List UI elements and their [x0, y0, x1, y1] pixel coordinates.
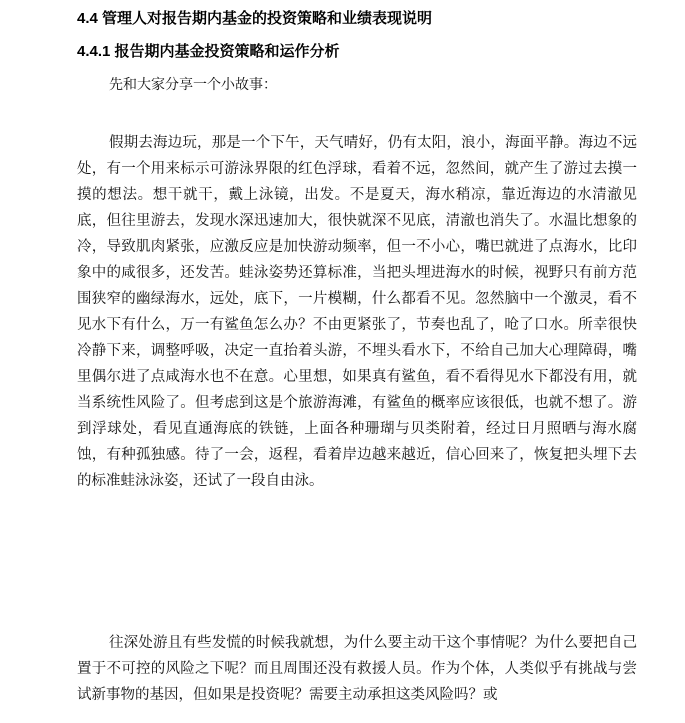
- section-heading-4-4: 4.4 管理人对报告期内基金的投资策略和业绩表现说明: [77, 10, 433, 27]
- reflection-paragraph: 往深处游且有些发慌的时候我就想，为什么要主动干这个事情呢？为什么要把自己置于不可控的风险之下呢？而且周围还没有救援人员。作为个体，人类似乎有挑战与尝试新事物的基因，但如果是投资呢？需要主动承担这类风险吗？或: [77, 635, 637, 703]
- intro-line: 先和大家分享一个小故事：: [109, 77, 277, 93]
- subsection-heading-4-4-1: 4.4.1 报告期内基金投资策略和运作分析: [77, 43, 340, 60]
- story-paragraph: 假期去海边玩，那是一个下午，天气晴好，仍有太阳，浪小，海面平静。海边不远处，有一个用来标示可游泳界限的红色浮球，看着不远，忽然间，就产生了游过去摸一摸的想法。想干就干，戴上泳镜，出发。不是夏天，海水稍凉，靠近海边的水清澈见底，但往里游去，发现水深迅速加大，很快就深不见底，清澈也消失了。水温比想象的冷，导致肌肉紧张，应激反应是加快游动频率，但一不小心，嘴巴就进了点海水，比印象中的咸很多，还发苦。蛙泳姿势还算标准，当把头埋进海水的时候，视野只有前方范围狭窄的幽绿海水，远处，底下，一片模糊，什么都看不见。忽然脑中一个激灵，看不见水下有什么，万一有鲨鱼怎么办？不由更紧张了，节奏也乱了，呛了口水。所幸很快冷静下来，调整呼吸，决定一直抬着头游，不埋头看水下，不给自己加大心理障碍，嘴里偶尔进了点咸海水也不在意。心里想，如果真有鲨鱼，看不看得见水下都没有用，就当系统性风险了。但考虑到这是个旅游海滩，有鲨鱼的概率应该很低，也就不想了。游到浮球处，看见直通海底的铁链，上面各种珊瑚与贝类附着，经过日月照晒与海水腐蚀，有种孤独感。待了一会，返程，看着岸边越来越近，信心回来了，恢复把头埋下去的标准蛙泳泳姿，还试了一段自由泳。: [77, 135, 637, 489]
